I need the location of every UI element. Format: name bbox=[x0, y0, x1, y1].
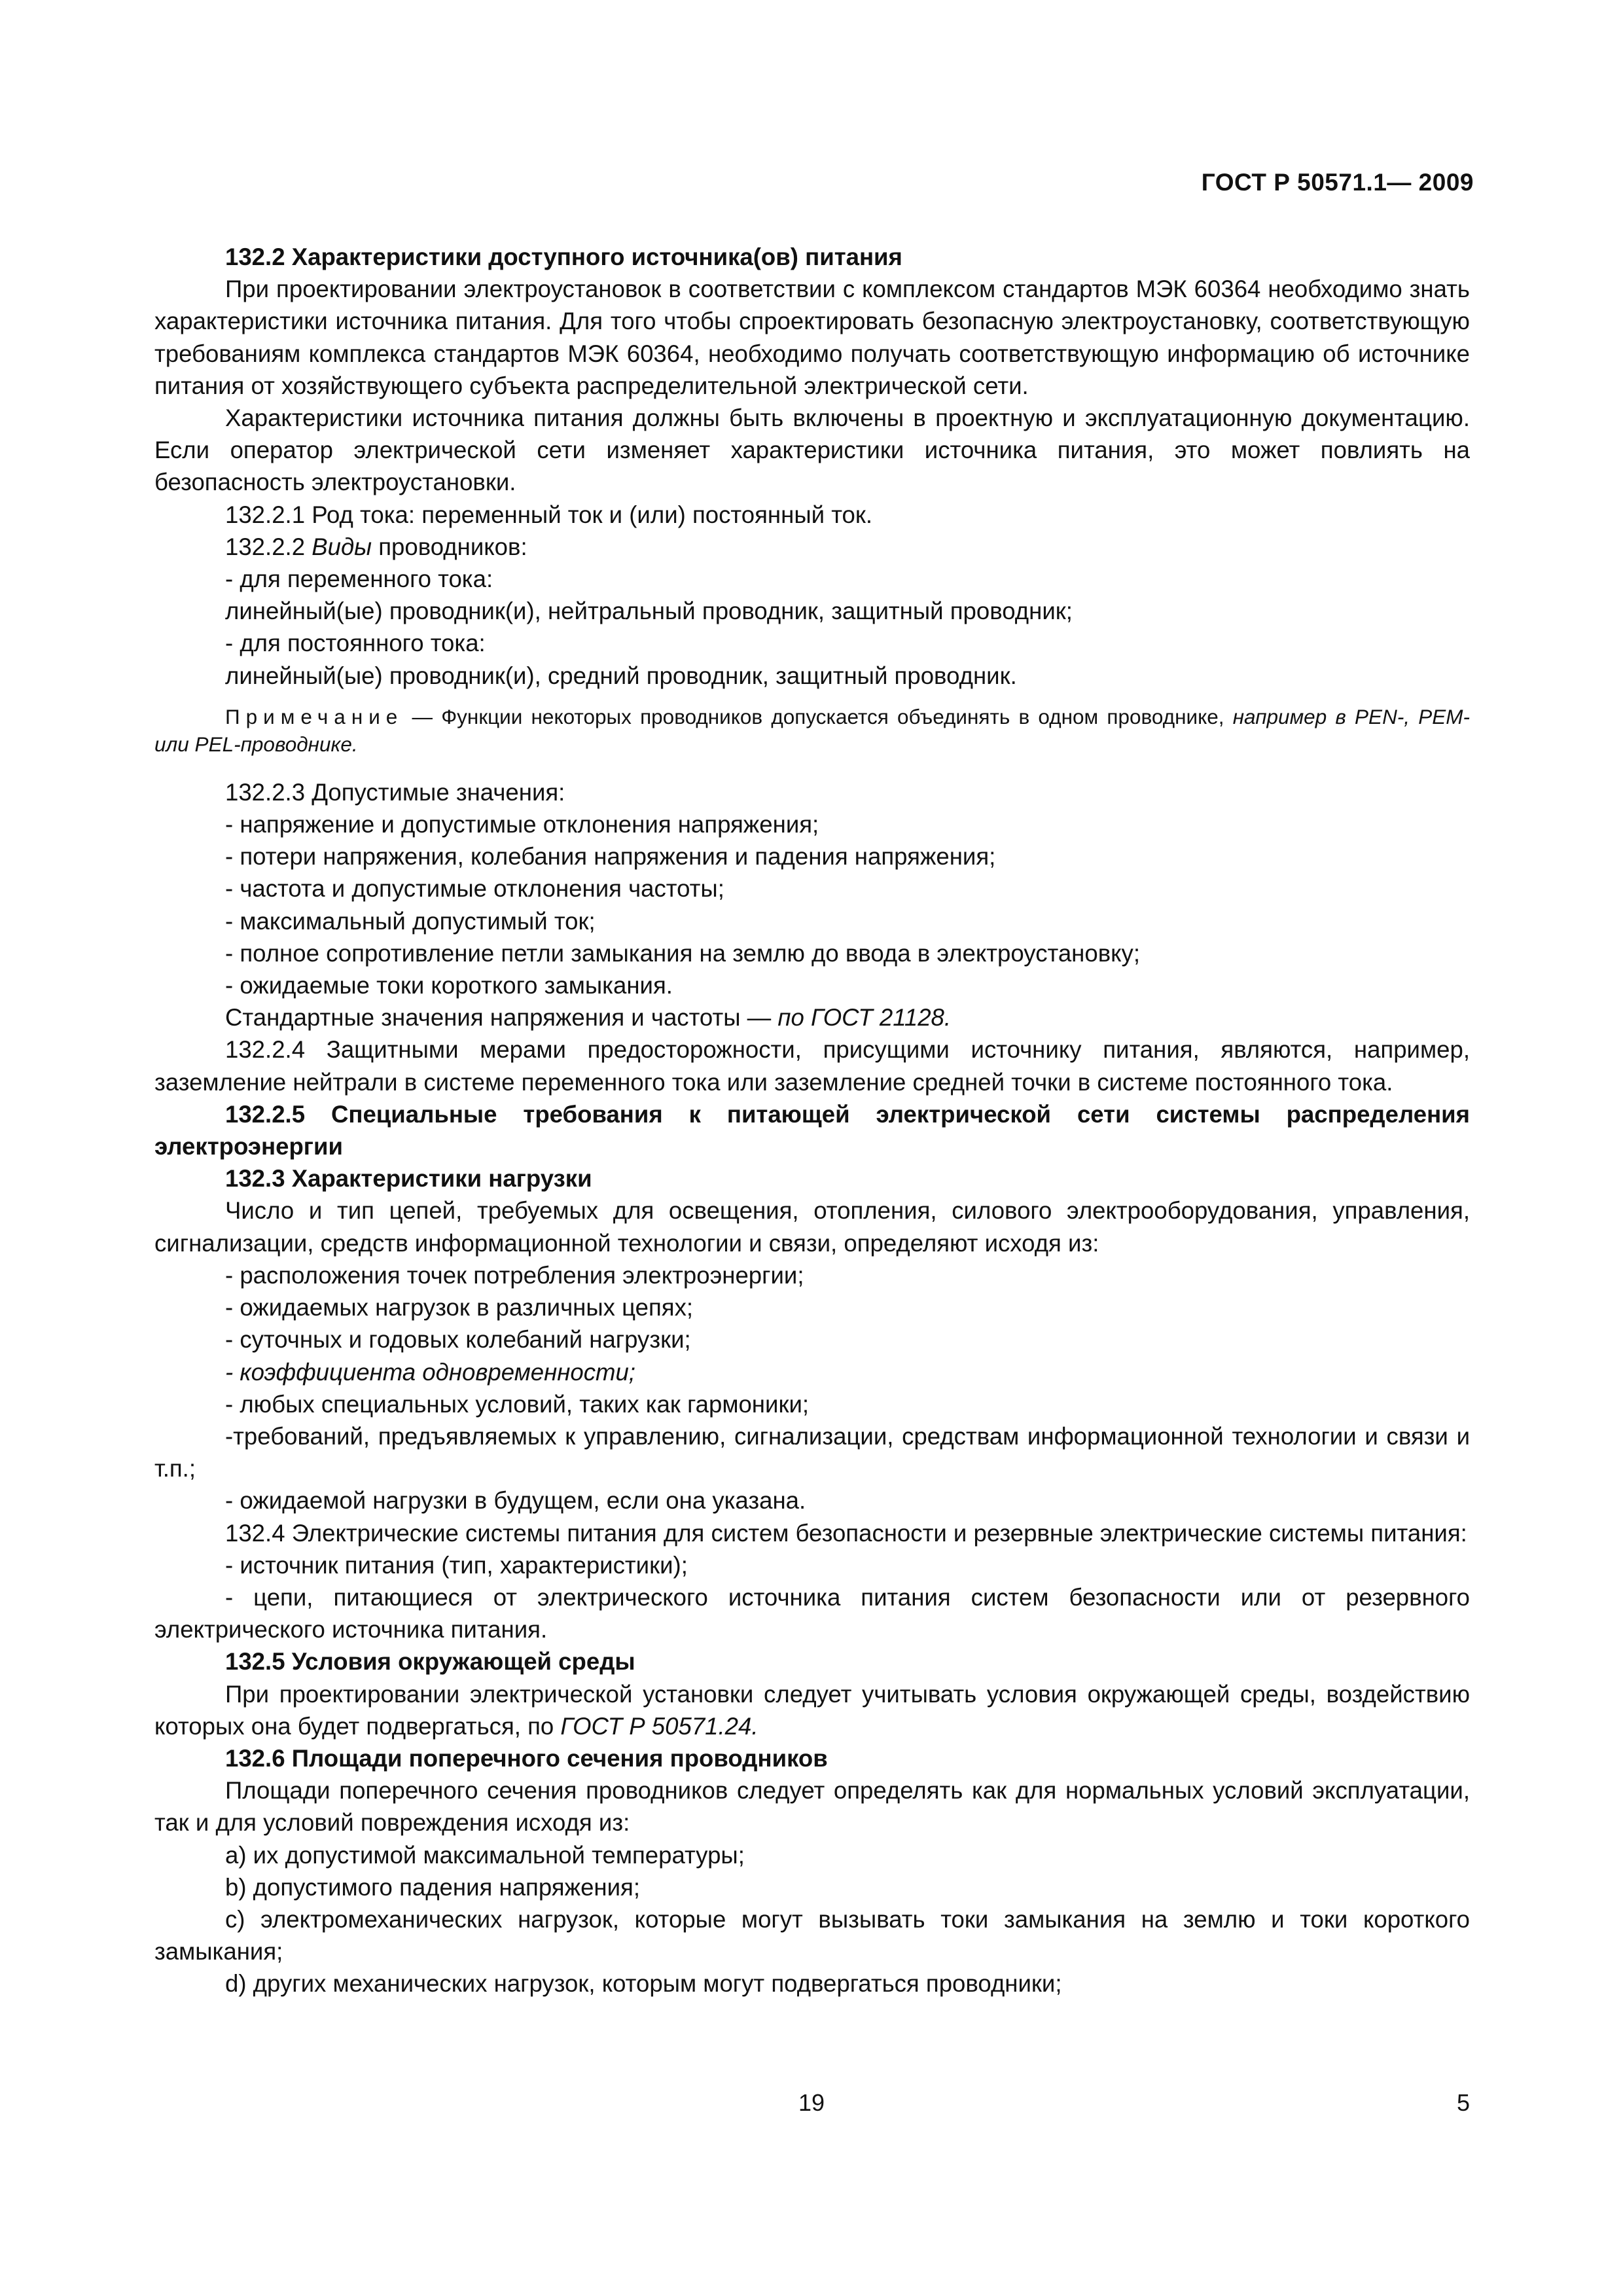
note-italic-text: например в PEN-, PEM- или PEL-проводнике. bbox=[154, 704, 1471, 756]
note-text: — Функции некоторых проводников допускается объединять в одном проводнике, bbox=[403, 704, 1233, 728]
section-heading-132-5: 132.5 Условия окружающей среды bbox=[225, 1648, 635, 1676]
list-item: - потери напряжения, колебания напряжения и падения напряжения; bbox=[225, 843, 996, 870]
list-label: - для постоянного тока: bbox=[225, 630, 486, 657]
italic-reference: ГОСТ Р 50571.24. bbox=[560, 1712, 758, 1740]
list-item: линейный(ые) проводник(и), средний проводник, защитный проводник. bbox=[225, 662, 1017, 689]
note-label: Примечание bbox=[225, 704, 404, 728]
paragraph: При проектировании электроустановок в соответствии с комплексом стандартов МЭК 60364 необходимо знать характеристики источника питания. Для того чтобы спроектировать безопасную электроустановку, соответствующую требованиям комплекса стандартов МЭК 60364, необходимо получать соответствующую информацию об источнике питания от хозяйствующего субъекта распределительной электрической сети. bbox=[154, 276, 1470, 399]
list-item: - цепи, питающиеся от электрического источника питания систем безопасности или от резервного электрического источника питания. bbox=[154, 1583, 1470, 1643]
document-code: ГОСТ Р 50571.1— 2009 bbox=[1201, 169, 1474, 196]
paragraph: Характеристики источника питания должны быть включены в проектную и эксплуатационную документацию. Если оператор электрической сети изменяет характеристики источника питания, это может повлиять на безопасность электроустановки. bbox=[154, 404, 1470, 496]
paragraph: 132.4 Электрические системы питания для систем безопасности и резервные электрические системы питания: bbox=[225, 1519, 1467, 1547]
note bbox=[154, 703, 1470, 758]
page-number-center: 19 bbox=[798, 2089, 825, 2116]
list-item: - любых специальных условий, таких как гармоники; bbox=[225, 1390, 810, 1418]
paragraph: 132.2.4 Защитными мерами предосторожности, присущими источнику питания, являются, например, заземление нейтрали в системе переменного тока или заземление средней точки в системе постоянного тока. bbox=[154, 1036, 1470, 1096]
list-item: - коэффициента одновременности; bbox=[225, 1358, 635, 1386]
paragraph-132-5 bbox=[154, 1678, 1470, 1742]
list-item: - ожидаемые токи короткого замыкания. bbox=[225, 972, 673, 999]
section-heading-132-3: 132.3 Характеристики нагрузки bbox=[225, 1165, 592, 1193]
list-item: - суточных и годовых колебаний нагрузки; bbox=[225, 1326, 691, 1354]
list-item: - источник питания (тип, характеристики); bbox=[225, 1551, 688, 1579]
list-item: -требований, предъявляемых к управлению, сигнализации, средствам информационной технологии и связи и т.п.; bbox=[154, 1422, 1470, 1482]
paragraph: Площади поперечного сечения проводников следует определять как для нормальных условий эксплуатации, так и для условий повреждения исходя из: bbox=[154, 1777, 1470, 1837]
paragraph: 132.2.3 Допустимые значения: bbox=[225, 778, 565, 806]
italic-text: Виды bbox=[312, 533, 372, 560]
text: Стандартные значения напряжения и частоты — bbox=[225, 1004, 778, 1031]
document-body bbox=[154, 241, 1470, 2000]
list-label: - для переменного тока: bbox=[225, 565, 493, 593]
list-item: - частота и допустимые отклонения частоты; bbox=[225, 875, 724, 903]
page-number-right: 5 bbox=[1456, 2089, 1470, 2116]
section-heading-132-6: 132.6 Площади поперечного сечения проводников bbox=[225, 1744, 828, 1772]
paragraph: Число и тип цепей, требуемых для освещения, отопления, силового электрооборудования, управления, сигнализации, средств информационной технологии и связи, определяют исходя из: bbox=[154, 1197, 1470, 1257]
list-item: линейный(ые) проводник(и), нейтральный проводник, защитный проводник; bbox=[225, 598, 1073, 625]
paragraph-132-2-2 bbox=[154, 531, 1470, 563]
list-item: - напряжение и допустимые отклонения напряжения; bbox=[225, 811, 819, 838]
list-item: - максимальный допустимый ток; bbox=[225, 907, 596, 935]
text: проводников: bbox=[372, 533, 527, 560]
section-heading-132-2-5: 132.2.5 Специальные требования к питающей электрической сети системы распределения электроэнергии bbox=[154, 1100, 1470, 1160]
list-item: d) других механических нагрузок, которым могут подвергаться проводники; bbox=[225, 1970, 1062, 1998]
list-item: - ожидаемых нагрузок в различных цепях; bbox=[225, 1294, 694, 1321]
list-item: - расположения точек потребления электроэнергии; bbox=[225, 1261, 804, 1289]
list-item: - полное сопротивление петли замыкания на землю до ввода в электроустановку; bbox=[225, 939, 1141, 967]
section-heading-132-2: 132.2 Характеристики доступного источника(ов) питания bbox=[225, 243, 902, 270]
list-item: a) их допустимой максимальной температуры; bbox=[225, 1841, 745, 1869]
italic-reference: по ГОСТ 21128. bbox=[777, 1004, 952, 1031]
text: 132.2.2 bbox=[225, 533, 312, 560]
list-item: c) электромеханических нагрузок, которые могут вызывать токи замыкания на землю и токи короткого замыкания; bbox=[154, 1905, 1470, 1965]
text: При проектировании электрической установки следует учитывать условия окружающей среды, воздействию которых она будет подвергаться, по bbox=[154, 1680, 1470, 1740]
paragraph: 132.2.1 Род тока: переменный ток и (или) постоянный ток. bbox=[225, 501, 873, 528]
list-item: - ожидаемой нагрузки в будущем, если она указана. bbox=[225, 1487, 806, 1515]
list-item: b) допустимого падения напряжения; bbox=[225, 1873, 641, 1901]
paragraph-standard-values bbox=[154, 1001, 1470, 1033]
